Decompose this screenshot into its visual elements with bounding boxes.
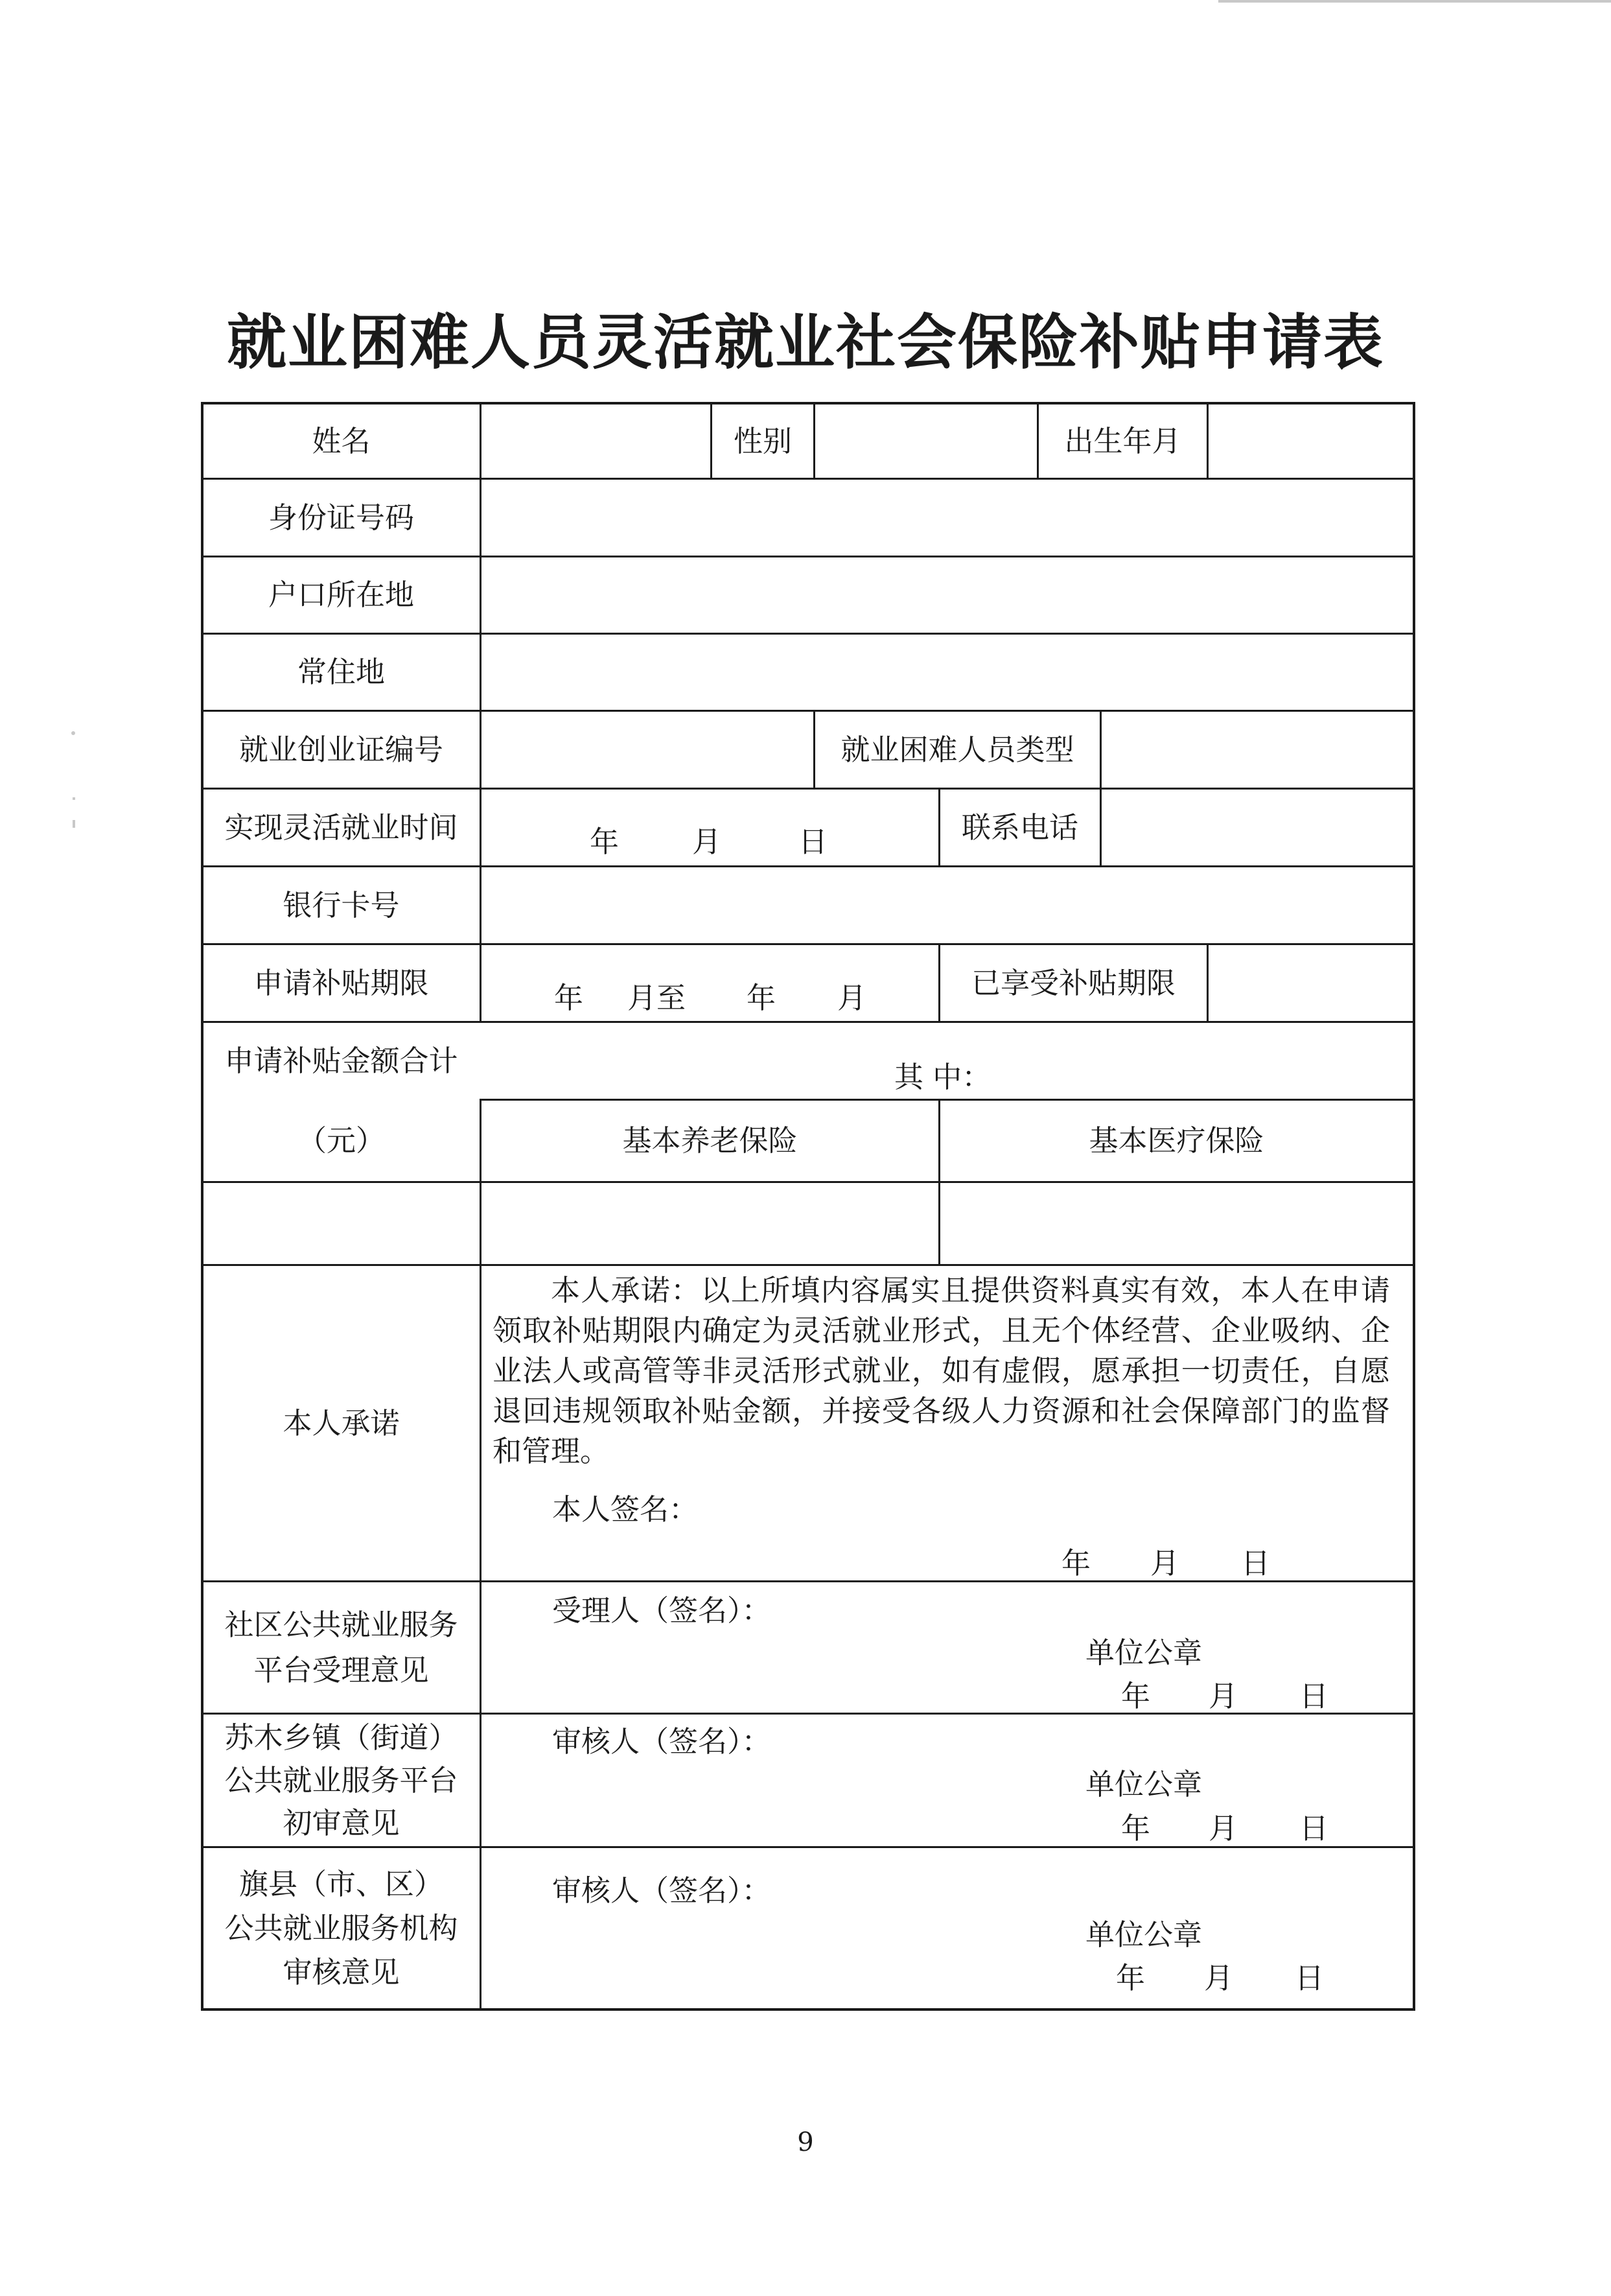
gender-field[interactable] <box>815 404 1037 478</box>
label-town-line2: 公共就业服务平台 <box>224 1763 458 1798</box>
label-bank-card: 银行卡号 <box>283 887 400 922</box>
county-date-year: 年 <box>1116 1961 1146 1995</box>
flex-time-month: 月 <box>692 825 722 859</box>
name-field[interactable] <box>481 404 710 478</box>
form-title: 就业困难人员灵活就业社会保险补贴申请表 <box>226 307 1384 377</box>
label-pension: 基本养老保险 <box>622 1123 798 1158</box>
pledge-date-year: 年 <box>1061 1546 1091 1580</box>
town-unit-seal: 单位公章 <box>1085 1767 1203 1801</box>
period-start-year: 年 <box>554 981 584 1015</box>
label-residence: 常住地 <box>297 655 385 690</box>
enjoyed-period-field[interactable] <box>1209 945 1413 1021</box>
period-end-year: 年 <box>747 981 776 1015</box>
county-date-month: 月 <box>1204 1961 1234 1995</box>
hukou-field[interactable] <box>481 557 1413 633</box>
label-gender: 性别 <box>733 423 792 458</box>
pledge-date-day: 日 <box>1241 1546 1271 1580</box>
label-town-line1: 苏木乡镇（街道） <box>224 1720 458 1755</box>
community-date-year: 年 <box>1121 1679 1151 1713</box>
scan-edge-mark <box>1218 0 1611 3</box>
label-difficulty-type: 就业困难人员类型 <box>840 732 1074 767</box>
label-community-line2: 平台受理意见 <box>253 1652 429 1687</box>
label-phone: 联系电话 <box>961 810 1078 845</box>
label-id-number: 身份证号码 <box>268 500 414 535</box>
label-county <box>203 1848 480 2008</box>
label-community <box>203 1582 480 1713</box>
scan-dot-mark <box>73 820 75 828</box>
label-hukou: 户口所在地 <box>268 578 414 613</box>
community-date-day: 日 <box>1299 1679 1329 1713</box>
table-border-bottom <box>201 2008 1415 2011</box>
label-birth: 出生年月 <box>1064 423 1181 458</box>
table-border-right <box>1413 402 1415 2011</box>
pledge-paragraph: 本人承诺：以上所填内容属实且提供资料真实有效，本人在申请领取补贴期限内确定为灵活就业形式，且无个体经营、企业吸纳、企业法人或高管等非灵活形式就业，如有虚假，愿承担一切责任，自愿退回违规领取补贴金额，并接受各级人力资源和社会保障部门的监督和管理。 <box>493 1273 1390 1468</box>
cert-no-field[interactable] <box>481 712 813 788</box>
label-subsidy-period: 申请补贴期限 <box>253 965 429 1000</box>
phone-field[interactable] <box>1102 790 1413 865</box>
county-date-day: 日 <box>1295 1961 1325 1995</box>
scan-dot-mark <box>73 797 75 800</box>
town-date-day: 日 <box>1299 1811 1329 1845</box>
label-flex-time: 实现灵活就业时间 <box>224 810 458 845</box>
bank-card-field[interactable] <box>481 867 1413 943</box>
total-amount-field[interactable] <box>203 1183 480 1264</box>
label-county-line2: 公共就业服务机构 <box>224 1910 458 1945</box>
flex-time-day: 日 <box>798 825 828 859</box>
pledge-date-month: 月 <box>1150 1546 1180 1580</box>
county-unit-seal: 单位公章 <box>1085 1917 1203 1952</box>
town-date-year: 年 <box>1121 1811 1151 1845</box>
label-community-line1: 社区公共就业服务 <box>224 1607 458 1642</box>
page-number: 9 <box>797 2127 814 2157</box>
town-date-month: 月 <box>1209 1811 1238 1845</box>
scan-dot-mark <box>71 731 75 735</box>
label-town-line3: 初审意见 <box>283 1805 400 1840</box>
label-medical: 基本医疗保险 <box>1089 1123 1264 1158</box>
pledge-text <box>493 1271 1390 1471</box>
label-yuan: （元） <box>297 1123 385 1158</box>
label-pledge: 本人承诺 <box>283 1405 400 1440</box>
period-end-month: 月 <box>837 981 867 1015</box>
id-number-field[interactable] <box>481 480 1413 556</box>
label-cert-no: 就业创业证编号 <box>238 732 443 767</box>
residence-field[interactable] <box>481 635 1413 710</box>
community-date-month: 月 <box>1209 1679 1238 1713</box>
label-name: 姓名 <box>312 423 371 458</box>
pension-amount-field[interactable] <box>481 1183 938 1264</box>
flex-time-year: 年 <box>590 825 620 859</box>
label-county-line3: 审核意见 <box>283 1954 400 1989</box>
label-enjoyed-period: 已享受补贴期限 <box>971 965 1176 1000</box>
receiver-sign-label: 受理人（签名）： <box>552 1593 771 1628</box>
county-reviewer-sign-label: 审核人（签名）： <box>552 1873 771 1908</box>
label-town <box>203 1715 480 1846</box>
community-unit-seal: 单位公章 <box>1085 1635 1203 1670</box>
label-of-which: 其 中： <box>894 1060 991 1094</box>
period-start-month-to: 月至 <box>627 981 686 1015</box>
label-total-amount: 申请补贴金额合计 <box>224 1043 458 1078</box>
difficulty-type-field[interactable] <box>1102 712 1413 788</box>
label-county-line1: 旗县（市、区） <box>238 1866 443 1901</box>
birth-field[interactable] <box>1209 404 1413 478</box>
medical-amount-field[interactable] <box>940 1183 1413 1264</box>
self-sign-label: 本人签名： <box>552 1492 699 1527</box>
town-reviewer-sign-label: 审核人（签名）： <box>552 1724 771 1759</box>
